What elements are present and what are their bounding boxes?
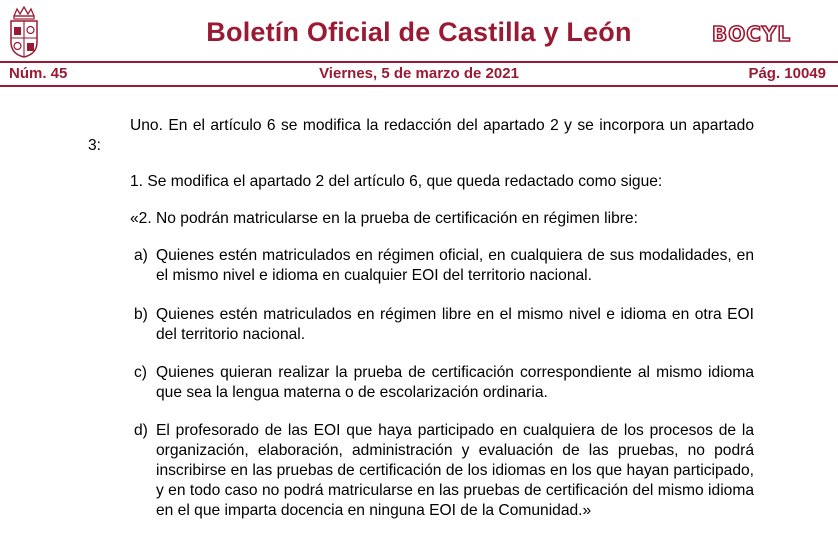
list-item-letter: d) (134, 422, 148, 439)
list-item-letter: a) (134, 247, 148, 264)
header-divider-bottom (0, 85, 838, 87)
point-two-paragraph: «2. No podrán matricularse en la prueba de certificación en régimen libre: (130, 210, 638, 227)
list-item (130, 363, 754, 403)
bocyl-logo: BOCYL (712, 22, 792, 46)
intro-paragraph: Uno. En el artículo 6 se modifica la redacción del apartado 2 y se incorpora un apartado 3: (88, 117, 754, 154)
bulletin-number: Núm. 45 (9, 65, 68, 82)
page-number: Pág. 10049 (748, 65, 826, 82)
list-item (130, 246, 754, 286)
list-item-text: Quienes estén matriculados en régimen oficial, en cualquiera de sus modalidades, en el mismo nivel e idioma en cualquier EOI del territorio nacional. (156, 247, 754, 284)
list-item-text: Quienes estén matriculados en régimen libre en el mismo nivel e idioma en otra EOI del territorio nacional. (156, 306, 754, 343)
list-item-text: El profesorado de las EOI que haya participado en cualquiera de los procesos de la organización, elaboración, administración y evaluación de las pruebas, no podrá inscribirse en las pruebas de certificación de los idiomas en los que hayan participado, y en todo caso no podrá matricularse en las pruebas de certificación del mismo idioma en el que imparta docencia en ninguna EOI de la Comunidad.» (156, 422, 754, 519)
list-item-letter: c) (134, 364, 147, 381)
publication-date: Viernes, 5 de marzo de 2021 (319, 65, 519, 82)
point-one-paragraph: 1. Se modifica el apartado 2 del artículo 6, que queda redactado como sigue: (130, 173, 663, 190)
page-header (0, 0, 838, 90)
header-divider-top (0, 61, 838, 63)
bulletin-title: Boletín Oficial de Castilla y León (206, 17, 632, 47)
list-item (130, 305, 754, 345)
list-item (130, 421, 754, 521)
list-item-letter: b) (134, 306, 148, 323)
list-item-text: Quienes quieran realizar la prueba de certificación correspondiente al mismo idioma que sea la lengua materna o de escolarización ordinaria. (156, 364, 754, 401)
